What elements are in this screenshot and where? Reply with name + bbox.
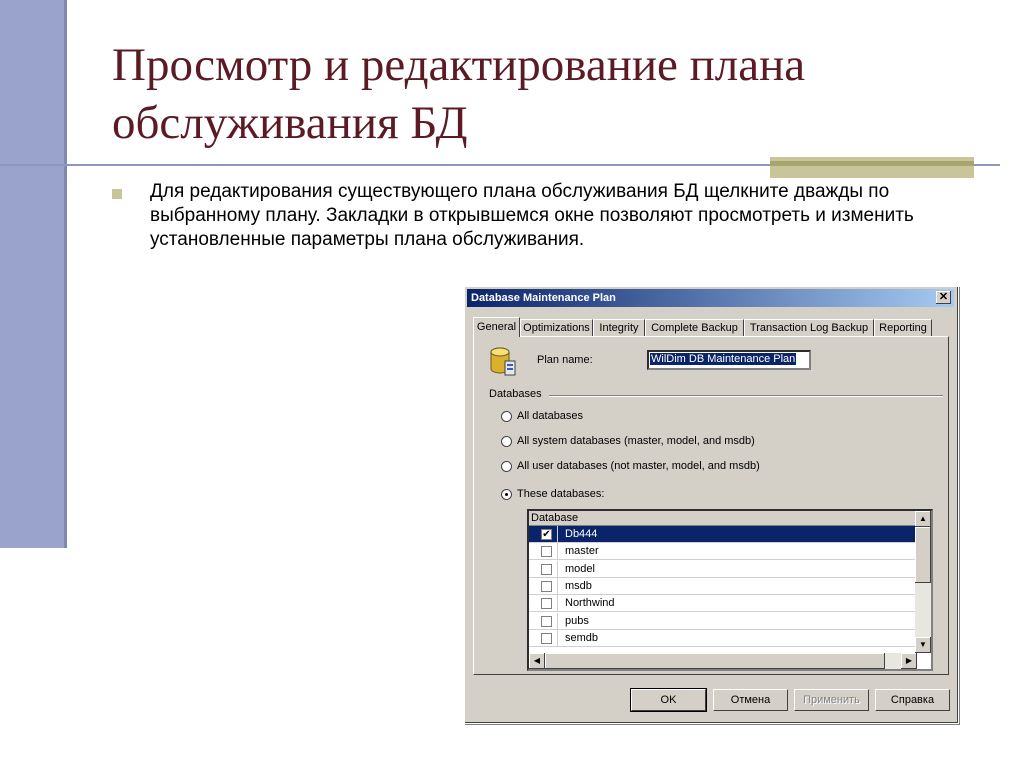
row-checkbox[interactable] <box>541 598 552 609</box>
slide-sidebar <box>0 0 67 548</box>
databases-group-label: Databases <box>489 388 542 400</box>
scroll-right-icon[interactable]: ▶ <box>901 653 917 669</box>
tab-general[interactable]: General <box>473 317 520 337</box>
table-row[interactable] <box>529 526 917 543</box>
radio-these-databases-label[interactable]: These databases: <box>517 488 605 500</box>
radio-all-databases-label[interactable]: All databases <box>517 410 584 422</box>
table-row[interactable] <box>529 561 917 578</box>
database-name: master <box>565 545 599 558</box>
column-separator <box>557 595 558 612</box>
apply-button[interactable]: Применить <box>794 689 869 711</box>
database-icon <box>490 347 516 377</box>
tab-reporting[interactable]: Reporting <box>874 319 932 336</box>
horizontal-scrollbar[interactable] <box>529 653 917 669</box>
tab-complete-backup[interactable]: Complete Backup <box>645 319 744 336</box>
plan-name-label: Plan name: <box>537 354 593 366</box>
close-button[interactable]: ✕ <box>936 291 951 304</box>
tab-transaction-log-backup[interactable]: Transaction Log Backup <box>744 319 874 336</box>
row-checkbox[interactable]: ✔ <box>542 529 551 540</box>
vertical-scroll-thumb[interactable] <box>915 527 931 583</box>
radio-all-databases[interactable] <box>501 411 512 422</box>
scroll-up-icon[interactable]: ▲ <box>915 511 931 527</box>
plan-name-value: WilDim DB Maintenance Plan <box>651 353 796 365</box>
column-separator <box>557 578 558 595</box>
row-checkbox[interactable] <box>541 581 552 592</box>
database-list[interactable] <box>527 509 933 671</box>
database-name: semdb <box>565 631 599 644</box>
column-separator <box>557 630 558 647</box>
bullet-text: Для редактирования существующего плана обслуживания БД щелкните дважды по выбранному плану. Закладки в открывшемся окне позволяют просмотреть и изменить установленные параметры плана обслуживания. <box>150 181 914 250</box>
radio-system-databases-label[interactable]: All system databases (master, model, and msdb) <box>517 435 755 447</box>
dialog-title: Database Maintenance Plan <box>471 292 616 304</box>
cancel-button[interactable]: Отмена <box>713 689 788 711</box>
databases-group-divider <box>549 395 943 397</box>
row-checkbox[interactable] <box>541 616 552 627</box>
scroll-left-icon[interactable]: ◀ <box>529 653 545 669</box>
maintenance-plan-dialog <box>464 286 959 724</box>
column-separator <box>557 526 558 543</box>
table-row[interactable] <box>529 578 917 595</box>
row-checkbox[interactable] <box>541 546 552 557</box>
ok-button[interactable]: OK <box>631 689 706 711</box>
table-row[interactable] <box>529 543 917 560</box>
help-button[interactable]: Справка <box>875 689 950 711</box>
radio-these-databases[interactable] <box>501 489 512 500</box>
row-checkbox[interactable] <box>541 564 552 575</box>
database-name: Northwind <box>565 597 615 610</box>
tab-integrity[interactable]: Integrity <box>593 319 645 336</box>
database-name: pubs <box>565 614 589 627</box>
title-accent-stripe <box>770 161 974 166</box>
horizontal-scroll-thumb[interactable] <box>545 653 885 669</box>
table-row[interactable] <box>529 613 917 630</box>
database-name: msdb <box>565 579 592 592</box>
scroll-down-icon[interactable]: ▼ <box>915 637 931 653</box>
radio-system-databases[interactable] <box>501 436 512 447</box>
table-row[interactable] <box>529 630 917 647</box>
slide-title: Просмотр и редактирование плана обслуживания БД <box>112 39 806 149</box>
radio-user-databases[interactable] <box>501 461 512 472</box>
tab-optimizations[interactable]: Optimizations <box>520 319 593 336</box>
radio-user-databases-label[interactable]: All user databases (not master, model, and msdb) <box>517 460 760 472</box>
dialog-titlebar <box>467 289 954 307</box>
column-separator <box>557 561 558 578</box>
list-header-database[interactable]: Database <box>529 511 917 526</box>
vertical-scrollbar[interactable] <box>915 511 931 653</box>
bullet-icon <box>112 189 122 199</box>
database-name: Db444 <box>565 528 598 540</box>
table-row[interactable] <box>529 595 917 612</box>
row-checkbox[interactable] <box>541 633 552 644</box>
column-separator <box>557 543 558 560</box>
plan-name-input[interactable] <box>647 350 811 370</box>
column-separator <box>557 613 558 630</box>
database-name: model <box>565 562 595 575</box>
